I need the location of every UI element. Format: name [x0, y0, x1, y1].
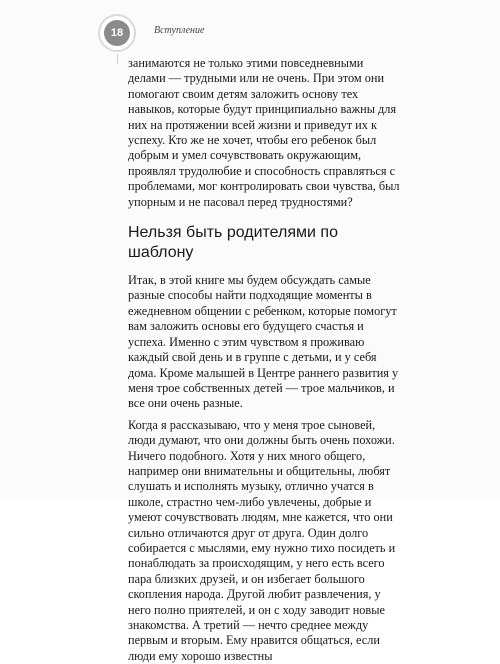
- running-head: Вступление: [154, 25, 205, 36]
- page-body: [128, 56, 400, 664]
- paragraph-1: занимаются не только этими повседневными делами — трудными или не очень. При этом они помогают своим детям заложить основу тех навыков, которые будут принципиально важны для них на протяжении всей жизни и приведут их к успеху. Кто же не хочет, чтобы его ребенок был добрым и умел сочувствовать окружающим, проявлял трудолюбие и способность справляться с проблемами, мог контролировать свои чувства, был упорным и не пасовал перед трудностями?: [128, 56, 400, 209]
- header-rule: [117, 54, 118, 64]
- page-header: [90, 14, 410, 50]
- section-heading: Нельзя быть родителями по шаблону: [128, 224, 338, 262]
- page-number-badge: [100, 16, 134, 50]
- paragraph-3: Когда я рассказываю, что у меня трое сыновей, люди думают, что они должны быть очень похожи. Ничего подобного. Хотя у них много общего, например они внимательны и общительны, любят слушать и исполнять музыку, отлично учатся в школе, страстно чем-либо увлечены, добрые и умеют сочувствовать людям, мне кажется, что они сильно отличаются друг от друга. Один долго собирается с мыслями, ему нужно тихо посидеть и понаблюдать за происходящим, у него есть всего пара близких друзей, и он избегает большого скопления народа. Другой любит развлечения, у него полно приятелей, и он с ходу заводит новые знакомства. А третий — нечто среднее между первым и вторым. Ему нравится общаться, если люди ему хорошо известны: [128, 417, 396, 663]
- paragraph-2: Итак, в этой книге мы будем обсуждать самые разные способы найти подходящие моменты в ежедневном общении с ребенком, которые помогут вам заложить основы его будущего счастья и успеха. Именно с этим чувством я проживаю каждый свой день и в группе с детьми, и у себя дома. Кроме малышей в Центре раннего развития у меня трое собственных детей — трое мальчиков, и все они очень разные.: [128, 273, 399, 411]
- page-number: 18: [104, 20, 130, 46]
